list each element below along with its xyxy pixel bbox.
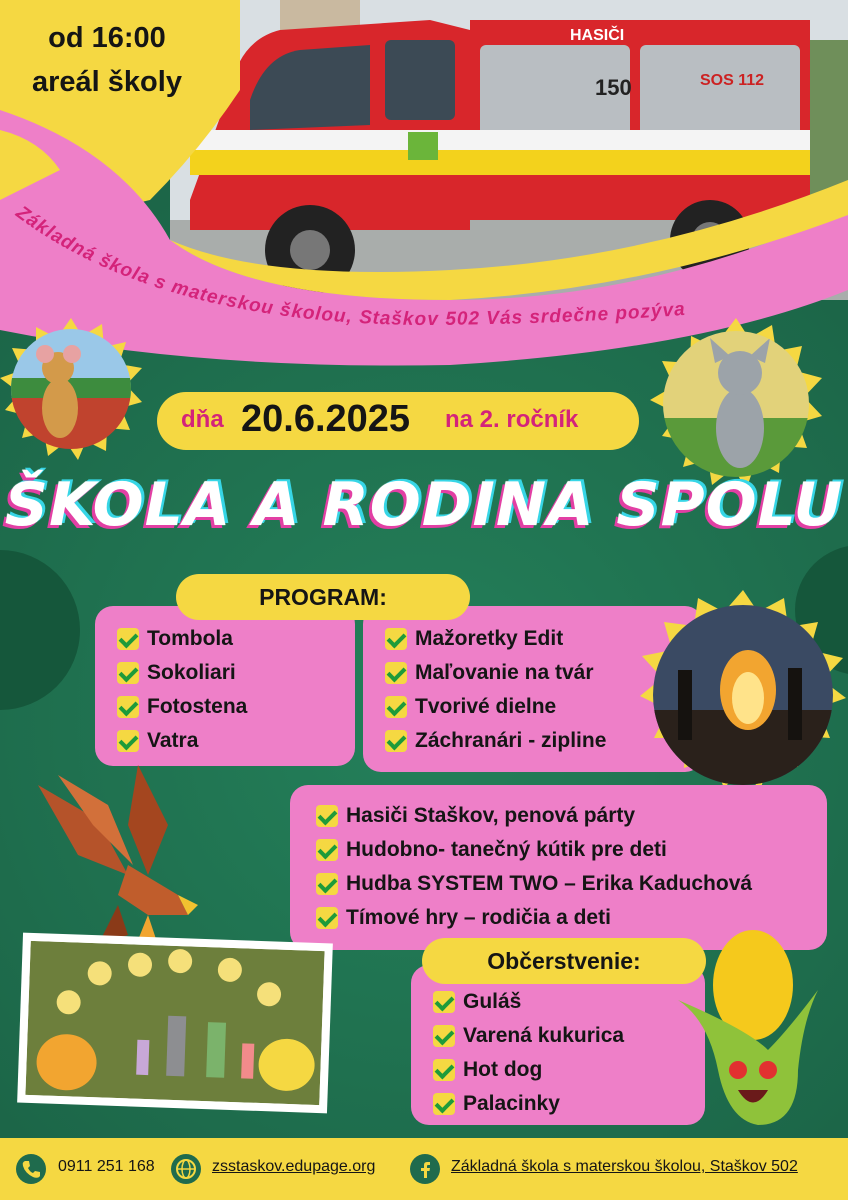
website-link[interactable]: zsstaskov.edupage.org — [212, 1158, 376, 1175]
event-time: od 16:00 — [48, 22, 166, 54]
event-title: ŠKOLA A RODINA SPOLU — [4, 470, 844, 540]
food-heading: Občerstvenie: — [422, 938, 706, 984]
list-item: Tombola — [117, 622, 247, 656]
list-item: Maľovanie na tvár — [385, 656, 606, 690]
check-icon — [117, 730, 139, 752]
check-icon — [433, 1025, 455, 1047]
check-icon — [385, 696, 407, 718]
list-item: Varená kukurica — [433, 1019, 624, 1053]
check-icon — [316, 873, 338, 895]
check-icon — [117, 696, 139, 718]
invite-text: Základná škola s materskou školou, Staškov 502 Vás srdečne pozýva — [11, 205, 687, 331]
check-icon — [433, 991, 455, 1013]
list-item: Mažoretky Edit — [385, 622, 606, 656]
date-pill — [157, 392, 639, 450]
globe-icon — [171, 1154, 201, 1184]
time-place-badge — [0, 0, 220, 120]
list-item: Fotostena — [117, 690, 247, 724]
list-item: Tímové hry – rodičia a deti — [316, 901, 752, 935]
phone-icon — [16, 1154, 46, 1184]
check-icon — [385, 628, 407, 650]
decorative-arc-left — [0, 540, 90, 720]
event-place: areál školy — [32, 66, 182, 98]
list-item: Hudobno- tanečný kútik pre deti — [316, 833, 752, 867]
program-box-extra — [290, 785, 827, 950]
facebook-link[interactable]: Základná škola s materskou školou, Staškov 502 — [451, 1158, 798, 1175]
family-hands-photo — [17, 933, 333, 1114]
date-value: 20.6.2025 — [241, 398, 411, 440]
list-item: Hot dog — [433, 1053, 624, 1087]
svg-text:Základná škola s materskou ško — [11, 205, 686, 330]
check-icon — [316, 907, 338, 929]
eagle-illustration — [38, 765, 198, 955]
check-icon — [316, 805, 338, 827]
facebook-icon — [410, 1154, 440, 1184]
date-suffix: na 2. ročník — [445, 406, 579, 433]
list-item: Guláš — [433, 985, 624, 1019]
check-icon — [433, 1093, 455, 1115]
corn-character — [668, 930, 818, 1130]
truck-brand: HASIČI — [570, 27, 625, 44]
truck-code: SOS 112 — [700, 72, 765, 89]
date-prefix: dňa — [181, 406, 224, 433]
phone-number: 0911 251 168 — [58, 1158, 155, 1175]
program-heading: PROGRAM: — [176, 574, 470, 620]
truck-number: 150 — [595, 75, 632, 100]
check-icon — [117, 628, 139, 650]
food-box — [411, 965, 705, 1125]
bonfire-photo — [638, 590, 848, 800]
list-item: Hudba SYSTEM TWO – Erika Kaduchová — [316, 867, 752, 901]
cat-mascot-photo — [650, 318, 822, 490]
list-item: Vatra — [117, 724, 247, 758]
mouse-mascot-photo — [0, 318, 142, 460]
program-box-left — [95, 606, 355, 766]
check-icon — [316, 839, 338, 861]
check-icon — [433, 1059, 455, 1081]
check-icon — [385, 730, 407, 752]
footer — [0, 1138, 848, 1200]
list-item: Záchranári - zipline — [385, 724, 606, 758]
list-item: Tvorivé dielne — [385, 690, 606, 724]
list-item: Hasiči Staškov, penová párty — [316, 799, 752, 833]
check-icon — [117, 662, 139, 684]
list-item: Palacinky — [433, 1087, 624, 1121]
list-item: Sokoliari — [117, 656, 247, 690]
check-icon — [385, 662, 407, 684]
